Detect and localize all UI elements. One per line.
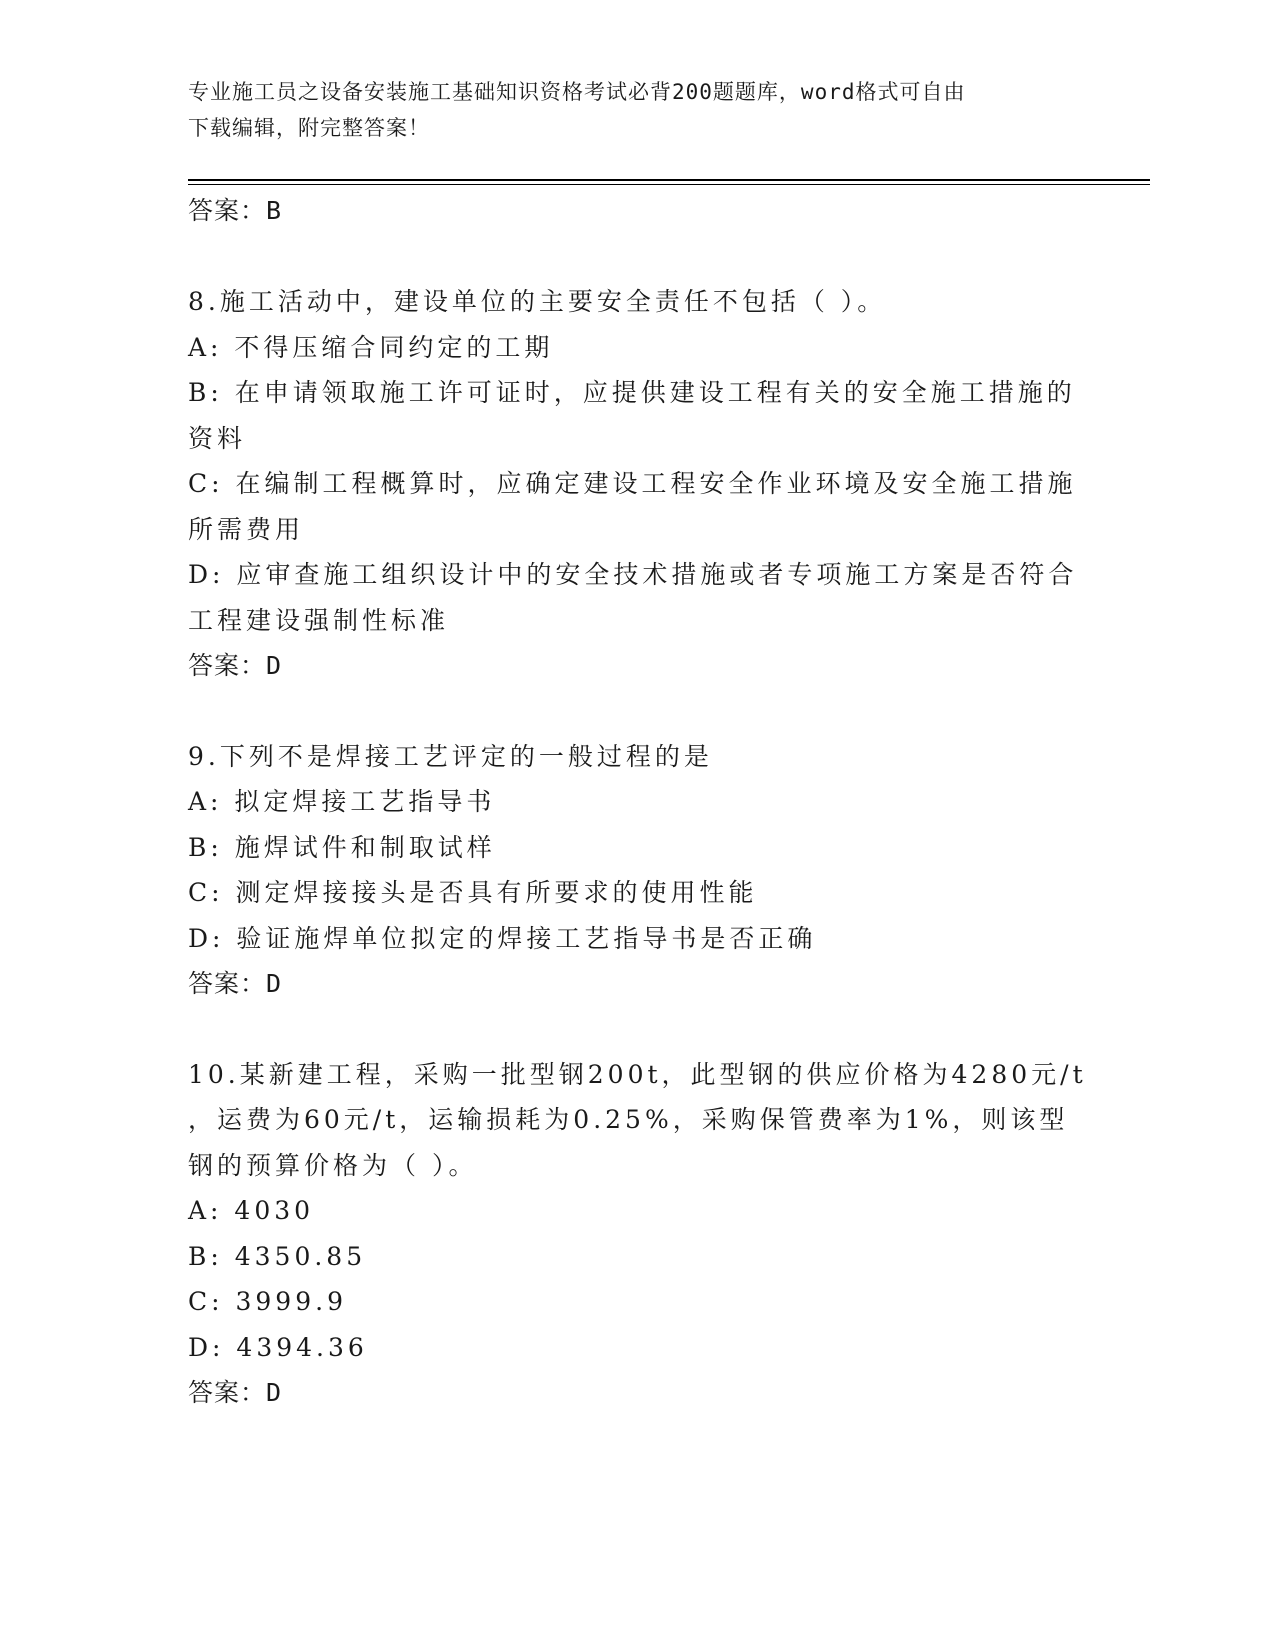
question-stem: 8.施工活动中，建设单位的主要安全责任不包括（ ）。 <box>188 287 887 316</box>
question-spacer <box>188 689 1088 734</box>
option-b: B: 4350.85 <box>188 1241 367 1271</box>
option-d: D: 应审查施工组织设计中的安全技术措施或者专项施工方案是否符合 <box>188 560 1078 589</box>
option-c: C: 测定焊接接头是否具有所要求的使用性能 <box>188 878 758 907</box>
option-a: A: 不得压缩合同约定的工期 <box>188 332 554 362</box>
question-stem-continued: 钢的预算价格为（ ）。 <box>188 1150 478 1180</box>
answer-line: 答案：D <box>188 969 283 998</box>
option-d-continued: 工程建设强制性标准 <box>188 605 450 635</box>
option-c: C: 3999.9 <box>188 1287 347 1316</box>
option-d: D: 验证施焊单位拟定的焊接工艺指导书是否正确 <box>188 923 817 953</box>
option-b: B: 施焊试件和制取试样 <box>188 832 496 862</box>
header-line-1: 专业施工员之设备安装施工基础知识资格考试必背200题题库，word格式可自由 <box>188 80 966 104</box>
question-9 <box>188 734 1088 1007</box>
document-body <box>188 188 1088 1416</box>
header-line-2: 下载编辑，附完整答案！ <box>188 116 430 140</box>
option-d: D: 4394.36 <box>188 1332 368 1362</box>
header-divider-top <box>188 179 1150 181</box>
option-a: A: 4030 <box>188 1196 315 1225</box>
question-stem: 10.某新建工程，采购一批型钢200t，此型钢的供应价格为4280元/t <box>188 1059 1087 1089</box>
answer-line: 答案：D <box>188 651 283 680</box>
answer-line: 答案：D <box>188 1378 283 1407</box>
header-divider-bottom <box>188 184 1150 186</box>
question-stem: 9.下列不是焊接工艺评定的一般过程的是 <box>188 741 713 771</box>
question-spacer <box>188 1007 1088 1052</box>
question-stem-continued: ，运费为60元/t，运输损耗为0.25%，采购保管费率为1%，则该型 <box>188 1105 1069 1134</box>
option-a: A: 拟定焊接工艺指导书 <box>188 787 496 816</box>
document-header <box>188 74 1088 146</box>
option-b: B: 在申请领取施工许可证时，应提供建设工程有关的安全施工措施的 <box>188 378 1076 407</box>
question-8 <box>188 279 1088 689</box>
option-c-continued: 所需费用 <box>188 514 305 544</box>
question-spacer <box>188 234 1088 280</box>
question-10 <box>188 1052 1088 1416</box>
option-b-continued: 资料 <box>188 423 247 453</box>
option-c: C: 在编制工程概算时，应确定建设工程安全作业环境及安全施工措施 <box>188 469 1077 498</box>
answer-line: 答案：B <box>188 196 283 225</box>
question-7 <box>188 188 1088 234</box>
